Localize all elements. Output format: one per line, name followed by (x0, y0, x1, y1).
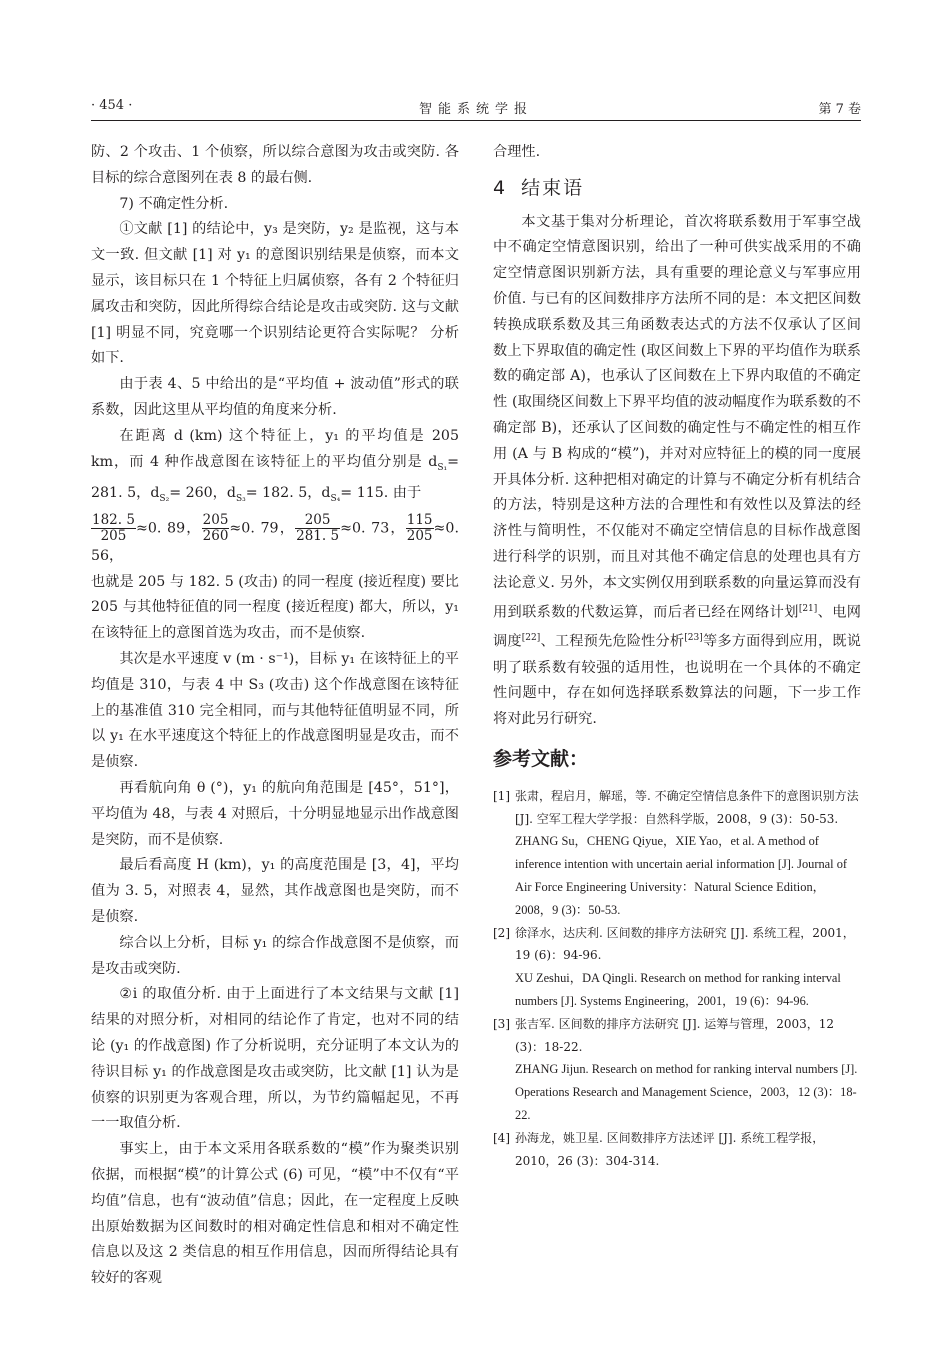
text-run: 等多方面得到应用，既说明了联系数有较强的适用性，也说明在一个具体的不确定性问题中，存在如何选择联系数算法的问题，下一步工作将对此另行研究. (493, 633, 861, 728)
text-run: 、电网调度 (493, 604, 861, 650)
text-run: = 182. 5，d (245, 485, 331, 502)
reference-item (493, 1127, 861, 1173)
reference-number: [3] (493, 1016, 510, 1031)
text-run: ≈0. 79， (229, 520, 296, 537)
text-run: = 281. 5，d (91, 453, 459, 502)
running-header (91, 96, 861, 121)
fraction: $\frac{205}{281. 5}$ (296, 511, 340, 544)
reference-en: XU Zeshui，DA Qingli. Research on method for ranking interval numbers [J]. Systems Engineering，2001，19 (6)：94-96. (515, 971, 841, 1008)
reference-en: ZHANG Su，CHENG Qiyue，XIE Yao，et al. A method of inference intention with uncertain aerial information [J]. Journal of Air Force Engineering University：Natural Science Edition，2008，9 (3)：50-53. (515, 834, 848, 917)
text-run: ≈0. 89， (135, 520, 202, 537)
text-run: 在距离 d (km) 这个特征上，y₁ 的平均值是 205 km，而 4 种作战意图在该特征上的平均值分别是 d (91, 427, 459, 470)
reference-zh: 徐泽水，达庆利. 区间数的排序方法研究 [J]. 系统工程，2001，19 (6)：94-96. (515, 925, 855, 963)
distance-paragraph (91, 424, 459, 513)
left-column (91, 140, 459, 1292)
subscript: S₁ (437, 462, 448, 473)
reference-en: ZHANG Jijun. Research on method for ranking interval numbers [J]. Operations Research and Management Science，2003，12 (3)：18-22. (515, 1062, 858, 1122)
reference-item (493, 1013, 861, 1127)
paragraph: 其次是水平速度 v (m · s⁻¹)，目标 y₁ 在该特征上的平均值是 310，与表 4 中 S₃ (攻击) 这个作战意图在该特征上的基准值 310 完全相同，而与其他特征值明显不同，所以 y₁ 在水平速度这个特征上的作战意图明显是攻击，而不是侦察. (91, 651, 459, 771)
text-run: ≈0. 56， (91, 520, 459, 564)
journal-title: 智能系统学报 (418, 102, 533, 117)
subscript: S₃ (235, 494, 246, 505)
subscript: S₂ (159, 494, 170, 505)
citation: [22] (521, 633, 541, 644)
paragraph: 防、2 个攻击、1 个侦察，所以综合意图为攻击或突防. 各目标的综合意图列在表 8 的最右侧. (91, 144, 459, 186)
reference-zh: 孙海龙，姚卫星. 区间数排序方法述评 [J]. 系统工程学报，2010，26 (3)：304-314. (515, 1130, 825, 1168)
reference-item (493, 785, 861, 922)
text-run: 、工程预先危险性分析 (540, 633, 685, 650)
paragraph: 合理性. (493, 144, 541, 160)
fraction: $\frac{205}{260}$ (202, 511, 229, 544)
text-run: = 115. 由于 (340, 485, 422, 502)
reference-list (493, 785, 861, 1173)
paragraph: ②i 的取值分析. 由于上面进行了本文结果与文献 [1] 结果的对照分析，对相同的结论作了肯定，也对不同的结论 (y₁ 的作战意图) 作了分析说明，充分证明了本文认为的待识目标 y₁ 的作战意图是攻击或突防，比文献 [1] 认为是侦察的识别更为客观合理，所以，为节约篇幅起见，不再一一取值分析. (91, 986, 459, 1132)
reference-number: [2] (493, 925, 510, 940)
paragraph: ①文献 [1] 的结论中，y₃ 是突防，y₂ 是监视，这与本文一致. 但文献 [1] 对 y₁ 的意图识别结果是侦察，而本文显示，该目标只在 1 个特征上归属侦察，各有 2 个特征归属攻击和突防，因此所得综合结论是攻击或突防. 这与文献 [1] 明显不同，究竟哪一个识别结论更符合实际呢？ 分析如下. (91, 221, 459, 367)
reference-number: [1] (493, 788, 510, 803)
paragraph: 由于表 4、5 中给出的是“平均值 + 波动值”形式的联系数，因此这里从平均值的角度来分析. (91, 376, 459, 418)
paragraph: 7) 不确定性分析. (119, 195, 229, 212)
fraction: $\frac{115}{205}$ (406, 511, 433, 544)
paragraph: 综合以上分析，目标 y₁ 的综合作战意图不是侦察，而是攻击或突防. (91, 934, 459, 977)
reference-zh: 张肃，程启月，解瑶，等. 不确定空情信息条件下的意图识别方法 [J]. 空军工程大学学报：自然科学版，2008，9 (3)：50-53. (515, 788, 859, 826)
fraction-line (91, 513, 459, 570)
page-number: · 454 · (91, 98, 133, 113)
fraction: $\frac{182. 5}{205}$ (92, 511, 135, 544)
citation: [23] (684, 633, 703, 644)
reference-number: [4] (493, 1130, 510, 1145)
paragraph: 事实上，由于本文采用各联系数的“模”作为聚类识别依据，而根据“模”的计算公式 (6) 可见，“模”中不仅有“平均值”信息，也有“波动值”信息；因此，在一定程度上反映出原始数据为区间数时的相对确定性信息和相对不确定性信息以及这 2 类信息的相互作用信息，因而所得结论具有较好的客观 (91, 1141, 459, 1287)
paragraph: 也就是 205 与 182. 5 (攻击) 的同一程度 (接近程度) 要比 205 与其他特征值的同一程度 (接近程度) 都大，所以，y₁ 在该特征上的意图首选为攻击，而不是侦察. (91, 573, 459, 642)
text-run: = 260，d (169, 485, 236, 502)
section-heading (493, 176, 861, 202)
paragraph: 最后看高度 H (km)，y₁ 的高度范围是 [3，4]，平均值为 3. 5，对照表 4，显然，其作战意图也是突防，而不是侦察. (91, 857, 459, 925)
conclusion-paragraph (493, 210, 861, 733)
text-run: 本文基于集对分析理论，首次将联系数用于军事空战中不确定空情意图识别，给出了一种可供实战采用的不确定空情意图识别新方法，具有重要的理论意义与军事应用价值. 与已有的区间数排序方法所不同的是：本文把区间数转换成联系数及其三角函数表达式的方法不仅承认了区间数上下界取值的确定性 (取区间数上下界的平均值作为联系数的确定部 A)，也承认了区间数在上下界内取值的不确定性 (取围绕区间数上下界平均值的波动幅度作为联系数的不确定部 B)，还承认了区间数的确定性与不确定性的相互作用 (A 与 B 构成的“模”)，并对对应特征上的模的同一度展开具体分析. 这种把相对确定的计算与不确定分析有机结合的方法，特别是这种方法的合理性和有效性以及算法的经济性与简明性，不仅能对不确定空情信息的目标作战意图进行科学的识别，而且对其他不确定信息的处理也具有方法论意义. 另外，本文实例仅用到联系数的向量运算而没有用到联系数的代数运算，而后者已经在网络计划 (493, 213, 861, 621)
reference-zh: 张吉军. 区间数的排序方法研究 [J]. 运筹与管理，2003，12 (3)：18-22. (515, 1016, 835, 1054)
references-heading: 参考文献： (493, 748, 589, 770)
reference-item (493, 922, 861, 1013)
section-title: 结束语 (521, 176, 585, 199)
citation: [21] (798, 603, 818, 614)
volume-label: 第 7 卷 (818, 102, 861, 117)
text-run: ≈0. 73， (340, 520, 406, 537)
section-number: 4 (493, 176, 508, 199)
right-column (493, 140, 861, 1172)
paragraph: 再看航向角 θ (°)，y₁ 的航向角范围是 [45°，51°]，平均值为 48，与表 4 对照后，十分明显地显示出作战意图是突防，而不是侦察. (91, 779, 459, 848)
subscript: S₄ (330, 494, 341, 505)
